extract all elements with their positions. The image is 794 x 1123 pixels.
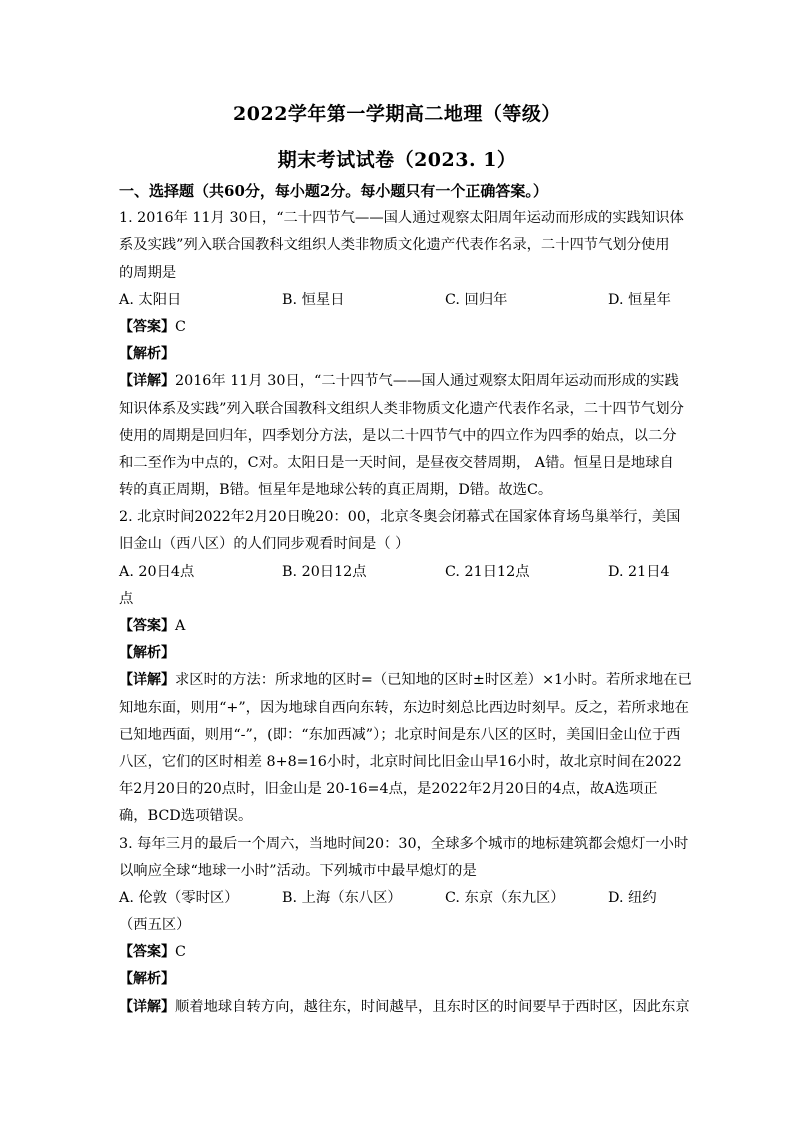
analysis-label: 【解析】 bbox=[119, 971, 175, 988]
answer-value: C bbox=[175, 318, 186, 335]
detail-line bbox=[119, 667, 692, 694]
question-options bbox=[119, 287, 679, 314]
detail-line: 八区，它们的区时相差 8+8=16小时，北京时间比旧金山早16小时，故北京时间在2022 bbox=[119, 753, 682, 770]
option-c: C. 21日12点 bbox=[445, 563, 530, 580]
option-c: C. 回归年 bbox=[445, 291, 508, 308]
analysis-line bbox=[119, 640, 679, 667]
detail-label: 【详解】 bbox=[119, 998, 175, 1015]
detail-line: 和二至作为中点的，C对。太阳日是一天时间，是昼夜交替周期， A错。恒星日是地球自 bbox=[119, 454, 674, 471]
question-3 bbox=[119, 831, 690, 1021]
option-wrap-line: （西五区） bbox=[119, 917, 191, 934]
analysis-line bbox=[119, 966, 679, 993]
option-d: D. 恒星年 bbox=[608, 291, 671, 308]
detail-line: 已知地西面，则用“-”，(即：“东加西减”）；北京时间是东八区的区时，美国旧金山位于西 bbox=[119, 726, 681, 743]
detail-text: 顺着地球自转方向，越往东，时间越早，且东时区的时间要早于西时区，因此东京 bbox=[175, 998, 690, 1015]
option-b: B. 上海（东八区） bbox=[282, 889, 402, 906]
question-options bbox=[119, 885, 679, 912]
answer-value: C bbox=[175, 944, 186, 961]
question-stem-line: 1. 2016年 11月 30日，“二十四节气——国人通过观察太阳周年运动而形成的实践知识体 bbox=[119, 210, 684, 227]
option-a: A. 20日4点 bbox=[119, 563, 195, 580]
question-stem-line: 系及实践”列入联合国教科文组织人类非物质文化遗产代表作名录，二十四节气划分使用 bbox=[119, 237, 670, 254]
analysis-label: 【解析】 bbox=[119, 645, 175, 662]
question-stem-line: 以响应全球“地球一小时”活动。下列城市中最早熄灯的是 bbox=[119, 862, 477, 879]
question-2 bbox=[119, 504, 692, 830]
analysis-line bbox=[119, 341, 679, 368]
section-heading: 一、选择题（共60分，每小题2分。每小题只有一个正确答案。） bbox=[119, 182, 548, 200]
answer-label: 【答案】 bbox=[119, 618, 175, 634]
option-wrap-line: 点 bbox=[119, 590, 134, 607]
question-stem-line: 3. 每年三月的最后一个周六，当地时间20：30，全球多个城市的地标建筑都会熄灯一小时 bbox=[119, 835, 689, 852]
answer-label: 【答案】 bbox=[119, 318, 175, 335]
detail-line bbox=[119, 994, 690, 1021]
exam-body bbox=[119, 178, 692, 1021]
detail-line: 使用的周期是回归年，四季划分方法，是以二十四节气中的四立作为四季的始点，以二分 bbox=[119, 427, 677, 444]
option-a: A. 伦敦（零时区） bbox=[119, 889, 239, 906]
detail-line: 知识体系及实践”列入联合国教科文组织人类非物质文化遗产代表作名录，二十四节气划分 bbox=[119, 400, 684, 417]
detail-label: 【详解】 bbox=[119, 373, 175, 390]
detail-label: 【详解】 bbox=[119, 672, 175, 689]
option-c: C. 东京（东九区） bbox=[445, 889, 565, 906]
option-d: D. 21日4 bbox=[608, 563, 670, 580]
question-1 bbox=[119, 205, 684, 504]
option-a: A. 太阳日 bbox=[119, 291, 182, 308]
detail-line bbox=[119, 368, 679, 395]
detail-line: 知地东面，则用“+”，因为地球自西向东转，东边时刻总比西边时刻早。反之，若所求地在 bbox=[119, 699, 689, 716]
detail-line: 转的真正周期，B错。恒星年是地球公转的真正周期，D错。故选C。 bbox=[119, 482, 553, 499]
option-d: D. 纽约 bbox=[608, 889, 657, 906]
question-stem-line: 2. 北京时间2022年2月20日晚20：00，北京冬奥会闭幕式在国家体育场鸟巢举行，美国 bbox=[119, 509, 681, 526]
answer-value: A bbox=[175, 618, 186, 634]
detail-text: 2016年 11月 30日，“二十四节气——国人通过观察太阳周年运动而形成的实践 bbox=[175, 373, 679, 390]
detail-line: 年2月20日的20点时，旧金山是 20-16=4点，是2022年2月20日的4点，故A选项正 bbox=[119, 781, 658, 798]
option-b: B. 恒星日 bbox=[282, 291, 345, 308]
answer-label: 【答案】 bbox=[119, 944, 175, 961]
option-b: B. 20日12点 bbox=[282, 563, 367, 580]
analysis-label: 【解析】 bbox=[119, 346, 175, 363]
question-stem-line: 旧金山（西八区）的人们同步观看时间是（ ） bbox=[119, 536, 410, 553]
answer-line bbox=[119, 314, 679, 341]
detail-line: 确，BCD选项错误。 bbox=[119, 808, 253, 825]
exam-title: 2022学年第一学期高二地理（等级） bbox=[233, 103, 561, 125]
question-options bbox=[119, 559, 679, 586]
question-stem-line: 的周期是 bbox=[119, 264, 177, 281]
answer-line bbox=[119, 939, 679, 966]
exam-subtitle: 期末考试试卷（2023. 1） bbox=[277, 149, 517, 171]
answer-line bbox=[119, 613, 679, 640]
detail-text: 求区时的方法：所求地的区时=（已知地的区时±时区差）×1小时。若所求地在已 bbox=[175, 672, 692, 689]
